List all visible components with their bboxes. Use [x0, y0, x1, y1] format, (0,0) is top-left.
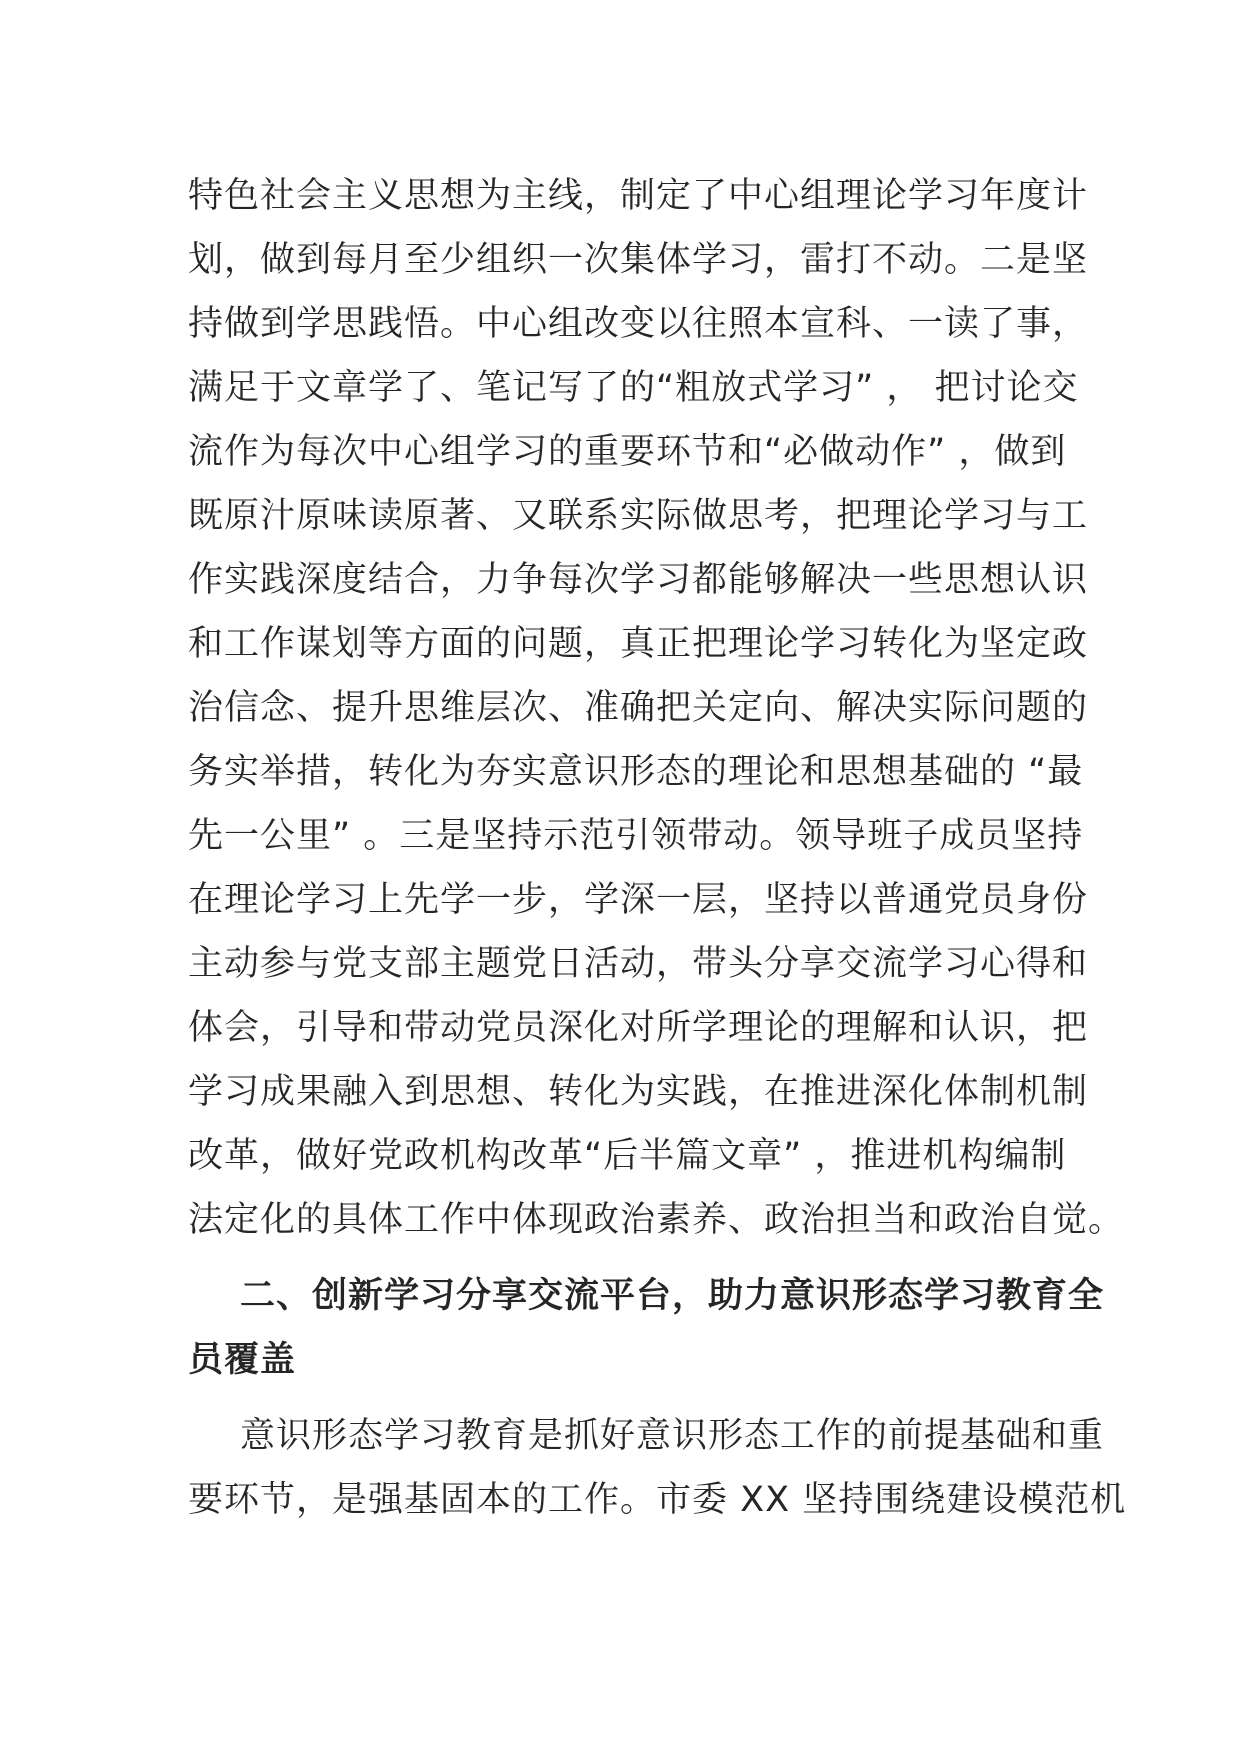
- text-line: 在理论学习上先学一步，学深一层，坚持以普通党员身份: [188, 880, 1089, 920]
- text-line: 特色社会主义思想为主线，制定了中心组理论学习年度计: [188, 176, 1089, 216]
- text-line: 作实践深度结合，力争每次学习都能够解决一些思想认识: [188, 560, 1089, 600]
- text-line: 持做到学思践悟。中心组改变以往照本宣科、一读了事，: [188, 304, 1089, 344]
- text-line: 改革，做好党政机构改革“后半篇文章” ，推进机构编制: [188, 1136, 1067, 1176]
- text-line: 务实举措，转化为夯实意识形态的理论和思想基础的 “最: [188, 752, 1084, 792]
- body-paragraph-1: [188, 164, 1125, 1252]
- heading-line: 二、创新学习分享交流平台，助力意识形态学习教育全: [240, 1276, 1105, 1316]
- text-line: 学习成果融入到思想、转化为实践，在推进深化体制机制: [188, 1072, 1089, 1112]
- text-line: 先一公里” 。三是坚持示范引领带动。领导班子成员坚持: [188, 816, 1084, 856]
- text-line: 法定化的具体工作中体现政治素养、政治担当和政治自觉。: [188, 1200, 1125, 1240]
- text-line: 划，做到每月至少组织一次集体学习，雷打不动。二是坚: [188, 240, 1089, 280]
- text-line: 既原汁原味读原著、又联系实际做思考，把理论学习与工: [188, 496, 1089, 536]
- text-line: 流作为每次中心组学习的重要环节和“必做动作” ，做到: [188, 432, 1067, 472]
- text-line: 意识形态学习教育是抓好意识形态工作的前提基础和重: [240, 1416, 1105, 1456]
- body-paragraph-2: [188, 1404, 1127, 1532]
- text-line: 要环节，是强基固本的工作。市委 XX 坚持围绕建设模范机: [188, 1480, 1127, 1520]
- text-line: 体会，引导和带动党员深化对所学理论的理解和认识，把: [188, 1008, 1089, 1048]
- document-page: [188, 164, 1127, 1532]
- section-heading-2: [188, 1264, 1105, 1392]
- text-line: 主动参与党支部主题党日活动，带头分享交流学习心得和: [188, 944, 1089, 984]
- text-line: 治信念、提升思维层次、准确把关定向、解决实际问题的: [188, 688, 1089, 728]
- heading-line: 员覆盖: [188, 1340, 297, 1380]
- text-line: 满足于文章学了、笔记写了的“粗放式学习” ， 把讨论交: [188, 368, 1079, 408]
- text-line: 和工作谋划等方面的问题，真正把理论学习转化为坚定政: [188, 624, 1089, 664]
